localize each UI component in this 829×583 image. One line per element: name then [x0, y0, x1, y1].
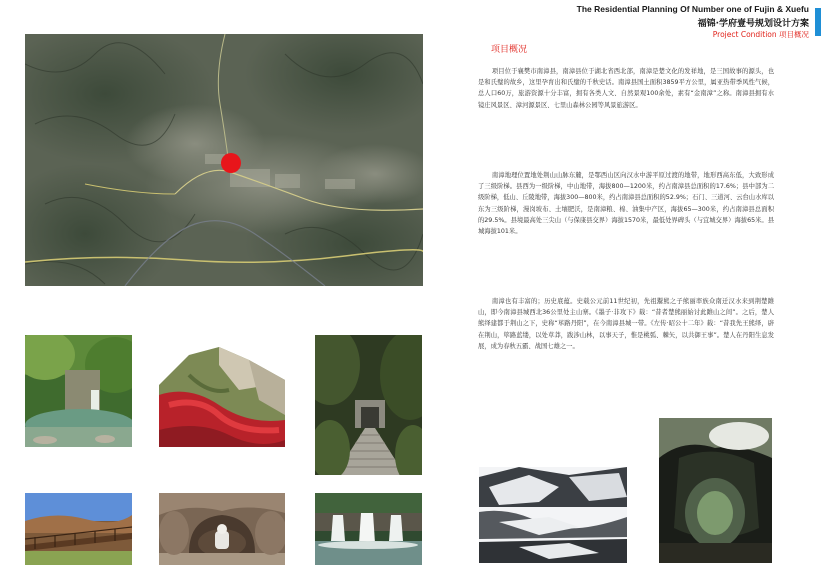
- waterfall-pool-photo: [25, 335, 132, 447]
- project-location-marker: [221, 153, 241, 173]
- stone-stairway-gate-photo: [315, 335, 422, 475]
- wooden-bridge-photo: [25, 493, 132, 565]
- geography-paragraph: 南漳地理位置地处荆山山脉东麓，是鄂西山区向汉水中游平原过渡的地带，地形西高东低，大致形成了三级阶梯。县西为一级阶梯，中山地带，海拔800—1200米，约占南漳县总面积的17.6%；县中部为二级阶梯，低山、丘陵地带，海拔300—800米，约占南漳县总面积的52.9%；石门、三道河、云台山水库以东为三级阶梯，漫岗坡布、土壤肥沃，是南漳粮、棉、油集中产区，海拔65—300米，约占南漳县总面积的29.5%。县境最高处三尖山（与保康县交界）海拔1570米，最低处界碑头（与宜城交界）海拔65米。县城海拔101米。: [478, 172, 774, 236]
- section-title: 项目概况: [491, 45, 528, 55]
- cave-pool-photo: [659, 418, 772, 563]
- header-title-cn: 福锦·学府壹号规划设计方案: [697, 19, 809, 29]
- header-subtitle: Project Condition 项目概况: [712, 30, 809, 39]
- cascade-waterfall-photo: [315, 493, 422, 565]
- intro-paragraph: 项目位于襄樊市南漳县，南漳县位于湖北省西北部，南漳是楚文化的发祥地，是三国故事的源头，也是和氏璧的故乡，这里孕育出和氏璧的千秋史话。南漳县国土面积3859平方公里，属亚热带季风性气候，总人口60万，旅游资源十分丰富，拥有各类人文、自然景观100余处，素有“金南漳”之称。南漳县拥有水镜庄风景区、漳河源景区、七里山森林公园等风景旅游区。: [478, 68, 774, 109]
- history-paragraph: 南漳也有丰富的；历史底蕴。史载公元前11世纪初，先祖鬻熊之子熊丽率族众南迁汉水来到荆楚雎山，即今南漳县城西北36公里处主山寨。《墨子·非攻下》载：“昔者楚熊丽始讨此雎山之间”。之后，楚人熊绎建都于荆山之下，史称“荜路丹阳”，在今南漳县城一带。《左传·昭公十二年》载：“昔我先王熊绎，辟在荆山，筚路蓝缕，以处草莽，跋涉山林，以事天子，惟是桃弧、棘矢，以共御王事”。楚人在丹阳生息发展，成为春秋五霸、战国七雄之一。: [478, 298, 774, 350]
- header-title-en: The Residential Planning Of Number one of Fujin & Xuefu: [576, 4, 809, 14]
- satellite-map: [25, 34, 423, 286]
- header-accent-bar: [815, 8, 821, 36]
- red-azalea-mountain-photo: [159, 345, 285, 447]
- cave-statue-photo: [159, 493, 285, 565]
- snowy-rocks-photo: [479, 467, 627, 563]
